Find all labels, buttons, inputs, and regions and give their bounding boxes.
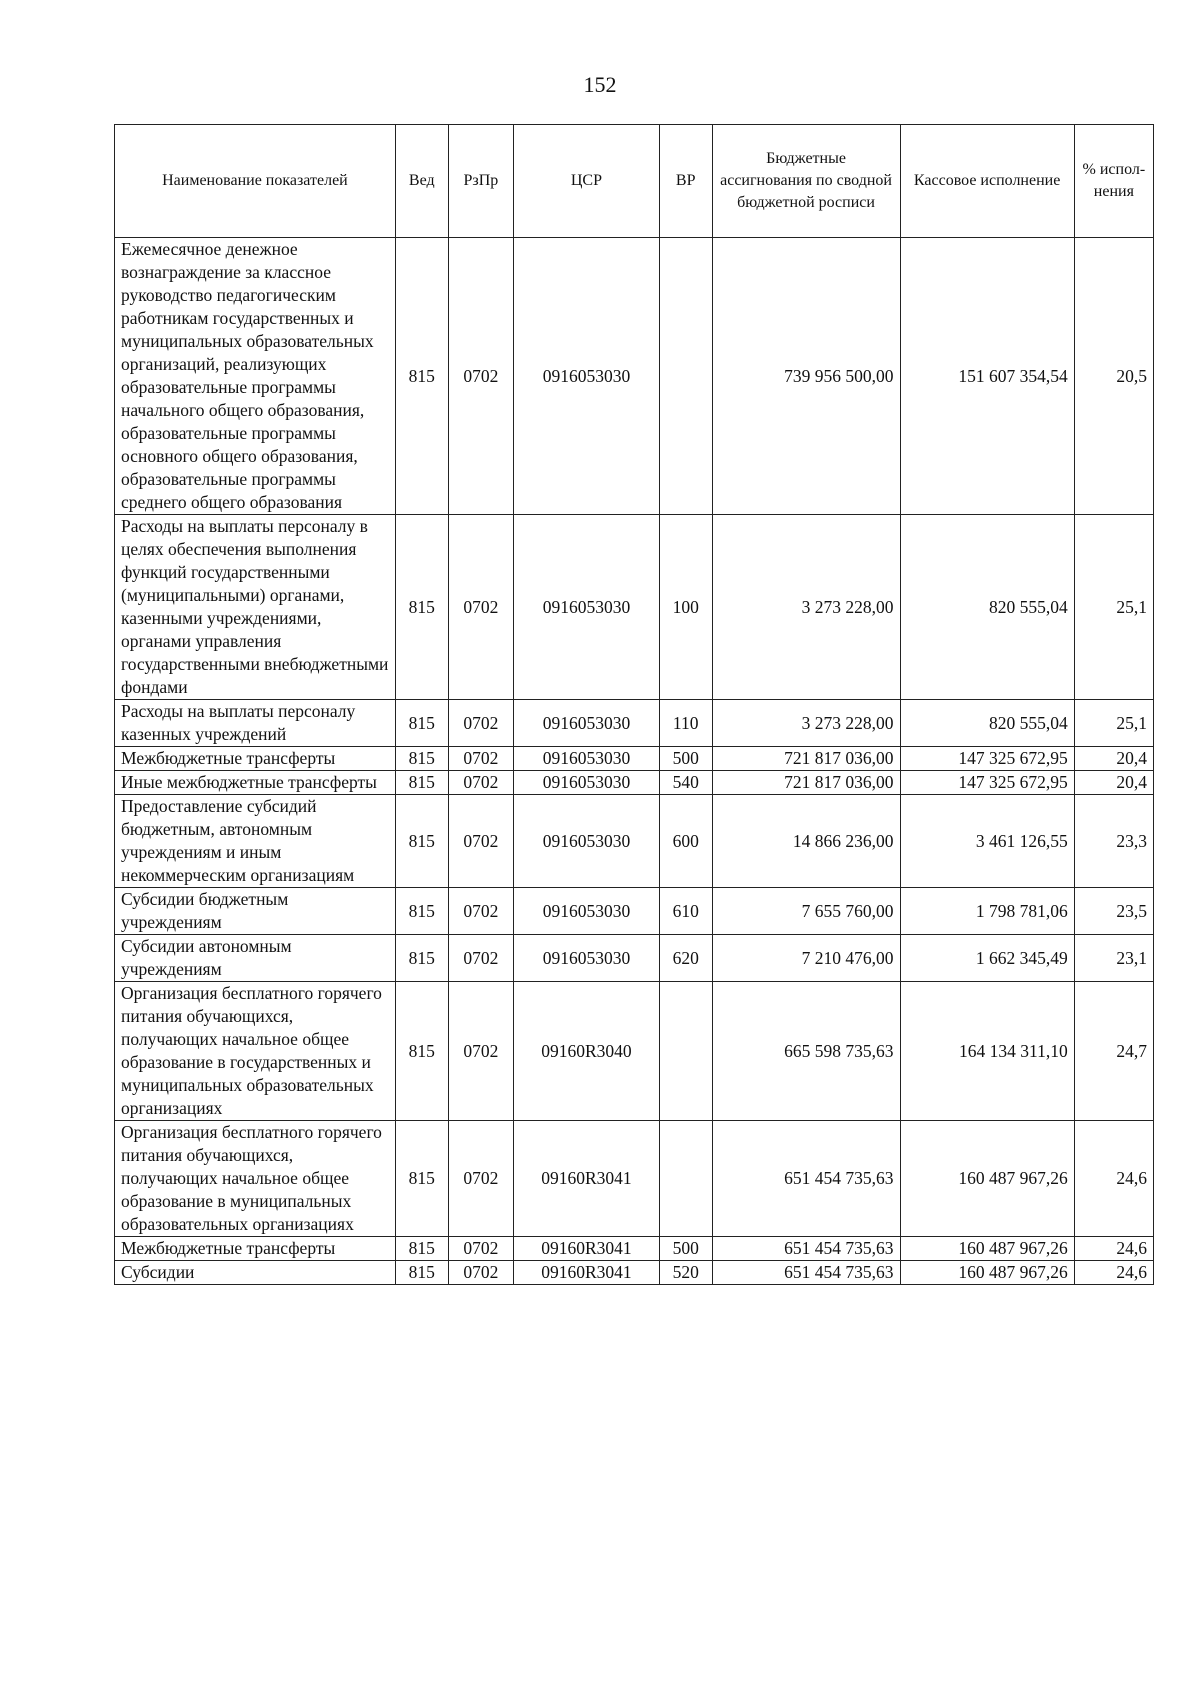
row-cash: 147 325 672,95 — [900, 771, 1074, 795]
row-vr: 610 — [659, 888, 712, 935]
table-row — [115, 1261, 1154, 1285]
row-percent: 23,3 — [1074, 795, 1153, 888]
row-rzpr: 0702 — [448, 1121, 513, 1237]
row-rzpr: 0702 — [448, 935, 513, 982]
row-cash: 820 555,04 — [900, 700, 1074, 747]
table-header-row — [115, 125, 1154, 238]
header-budget: Бюджетные ассигнования по сводной бюджетной росписи — [712, 125, 900, 238]
page-number: 152 — [583, 72, 617, 97]
row-rzpr: 0702 — [448, 888, 513, 935]
row-ved: 815 — [395, 1237, 448, 1261]
row-budget: 721 817 036,00 — [712, 771, 900, 795]
row-cash: 820 555,04 — [900, 515, 1074, 700]
row-rzpr: 0702 — [448, 795, 513, 888]
row-ved: 815 — [395, 795, 448, 888]
row-rzpr: 0702 — [448, 515, 513, 700]
row-name: Расходы на выплаты персоналу казенных учреждений — [115, 700, 396, 747]
row-name: Расходы на выплаты персоналу в целях обеспечения выполнения функций государственными (муниципальными) органами, казенными учреждениями, органами управления государственными внебюджетными фондами — [115, 515, 396, 700]
row-percent: 24,6 — [1074, 1261, 1153, 1285]
budget-execution-table — [114, 124, 1154, 1285]
row-rzpr: 0702 — [448, 771, 513, 795]
row-percent: 23,5 — [1074, 888, 1153, 935]
row-budget: 651 454 735,63 — [712, 1237, 900, 1261]
table-row — [115, 515, 1154, 700]
row-ved: 815 — [395, 982, 448, 1121]
table-row — [115, 888, 1154, 935]
row-budget: 7 655 760,00 — [712, 888, 900, 935]
row-vr: 100 — [659, 515, 712, 700]
row-name: Организация бесплатного горячего питания обучающихся, получающих начальное общее образование в государственных и муниципальных образовательных организациях — [115, 982, 396, 1121]
row-budget: 7 210 476,00 — [712, 935, 900, 982]
table-row — [115, 238, 1154, 515]
table-row — [115, 1121, 1154, 1237]
row-budget: 665 598 735,63 — [712, 982, 900, 1121]
row-ved: 815 — [395, 238, 448, 515]
row-csr: 0916053030 — [514, 935, 660, 982]
table-row — [115, 771, 1154, 795]
row-vr: 500 — [659, 1237, 712, 1261]
row-percent: 23,1 — [1074, 935, 1153, 982]
row-budget: 651 454 735,63 — [712, 1121, 900, 1237]
row-cash: 160 487 967,26 — [900, 1261, 1074, 1285]
row-budget: 651 454 735,63 — [712, 1261, 900, 1285]
row-rzpr: 0702 — [448, 1237, 513, 1261]
row-vr: 500 — [659, 747, 712, 771]
table-row — [115, 1237, 1154, 1261]
row-vr — [659, 238, 712, 515]
header-rzpr: РзПр — [448, 125, 513, 238]
row-csr: 0916053030 — [514, 747, 660, 771]
row-budget: 721 817 036,00 — [712, 747, 900, 771]
row-budget: 14 866 236,00 — [712, 795, 900, 888]
header-name: Наименование показателей — [115, 125, 396, 238]
row-ved: 815 — [395, 1121, 448, 1237]
row-percent: 25,1 — [1074, 700, 1153, 747]
row-rzpr: 0702 — [448, 982, 513, 1121]
table-row — [115, 982, 1154, 1121]
row-percent: 24,7 — [1074, 982, 1153, 1121]
row-ved: 815 — [395, 515, 448, 700]
row-ved: 815 — [395, 700, 448, 747]
row-vr: 600 — [659, 795, 712, 888]
row-ved: 815 — [395, 747, 448, 771]
row-csr: 0916053030 — [514, 515, 660, 700]
row-vr: 540 — [659, 771, 712, 795]
row-cash: 151 607 354,54 — [900, 238, 1074, 515]
row-rzpr: 0702 — [448, 1261, 513, 1285]
row-csr: 0916053030 — [514, 888, 660, 935]
row-cash: 3 461 126,55 — [900, 795, 1074, 888]
row-csr: 09160R3041 — [514, 1237, 660, 1261]
row-csr: 0916053030 — [514, 795, 660, 888]
row-csr: 0916053030 — [514, 700, 660, 747]
row-vr — [659, 982, 712, 1121]
row-cash: 147 325 672,95 — [900, 747, 1074, 771]
table-row — [115, 700, 1154, 747]
row-vr: 620 — [659, 935, 712, 982]
header-csr: ЦСР — [514, 125, 660, 238]
row-rzpr: 0702 — [448, 238, 513, 515]
header-cash: Кассовое исполнение — [900, 125, 1074, 238]
table-row — [115, 795, 1154, 888]
row-cash: 160 487 967,26 — [900, 1237, 1074, 1261]
row-rzpr: 0702 — [448, 747, 513, 771]
row-percent: 24,6 — [1074, 1237, 1153, 1261]
row-ved: 815 — [395, 888, 448, 935]
row-csr: 09160R3041 — [514, 1261, 660, 1285]
row-percent: 24,6 — [1074, 1121, 1153, 1237]
row-name: Ежемесячное денежное вознаграждение за классное руководство педагогическим работникам государственных и муниципальных образовательных организаций, реализующих образовательные программы начального общего образования, образовательные программы основного общего образования, образовательные программы среднего общего образования — [115, 238, 396, 515]
table-row — [115, 935, 1154, 982]
row-rzpr: 0702 — [448, 700, 513, 747]
row-name: Организация бесплатного горячего питания обучающихся, получающих начальное общее образование в муниципальных образовательных организациях — [115, 1121, 396, 1237]
row-budget: 3 273 228,00 — [712, 700, 900, 747]
row-csr: 0916053030 — [514, 238, 660, 515]
header-ved: Вед — [395, 125, 448, 238]
row-name: Межбюджетные трансферты — [115, 1237, 396, 1261]
row-vr: 110 — [659, 700, 712, 747]
row-ved: 815 — [395, 771, 448, 795]
row-cash: 160 487 967,26 — [900, 1121, 1074, 1237]
row-percent: 20,4 — [1074, 771, 1153, 795]
row-name: Иные межбюджетные трансферты — [115, 771, 396, 795]
header-vr: ВР — [659, 125, 712, 238]
row-budget: 3 273 228,00 — [712, 515, 900, 700]
row-name: Субсидии — [115, 1261, 396, 1285]
row-percent: 25,1 — [1074, 515, 1153, 700]
row-percent: 20,5 — [1074, 238, 1153, 515]
row-csr: 09160R3040 — [514, 982, 660, 1121]
row-percent: 20,4 — [1074, 747, 1153, 771]
row-name: Субсидии автономным учреждениям — [115, 935, 396, 982]
row-cash: 164 134 311,10 — [900, 982, 1074, 1121]
header-percent: % испол-нения — [1074, 125, 1153, 238]
table-row — [115, 747, 1154, 771]
row-cash: 1 662 345,49 — [900, 935, 1074, 982]
row-ved: 815 — [395, 935, 448, 982]
row-budget: 739 956 500,00 — [712, 238, 900, 515]
row-ved: 815 — [395, 1261, 448, 1285]
row-vr: 520 — [659, 1261, 712, 1285]
row-cash: 1 798 781,06 — [900, 888, 1074, 935]
row-name: Субсидии бюджетным учреждениям — [115, 888, 396, 935]
row-vr — [659, 1121, 712, 1237]
row-csr: 09160R3041 — [514, 1121, 660, 1237]
row-name: Предоставление субсидий бюджетным, автономным учреждениям и иным некоммерческим организациям — [115, 795, 396, 888]
row-csr: 0916053030 — [514, 771, 660, 795]
row-name: Межбюджетные трансферты — [115, 747, 396, 771]
